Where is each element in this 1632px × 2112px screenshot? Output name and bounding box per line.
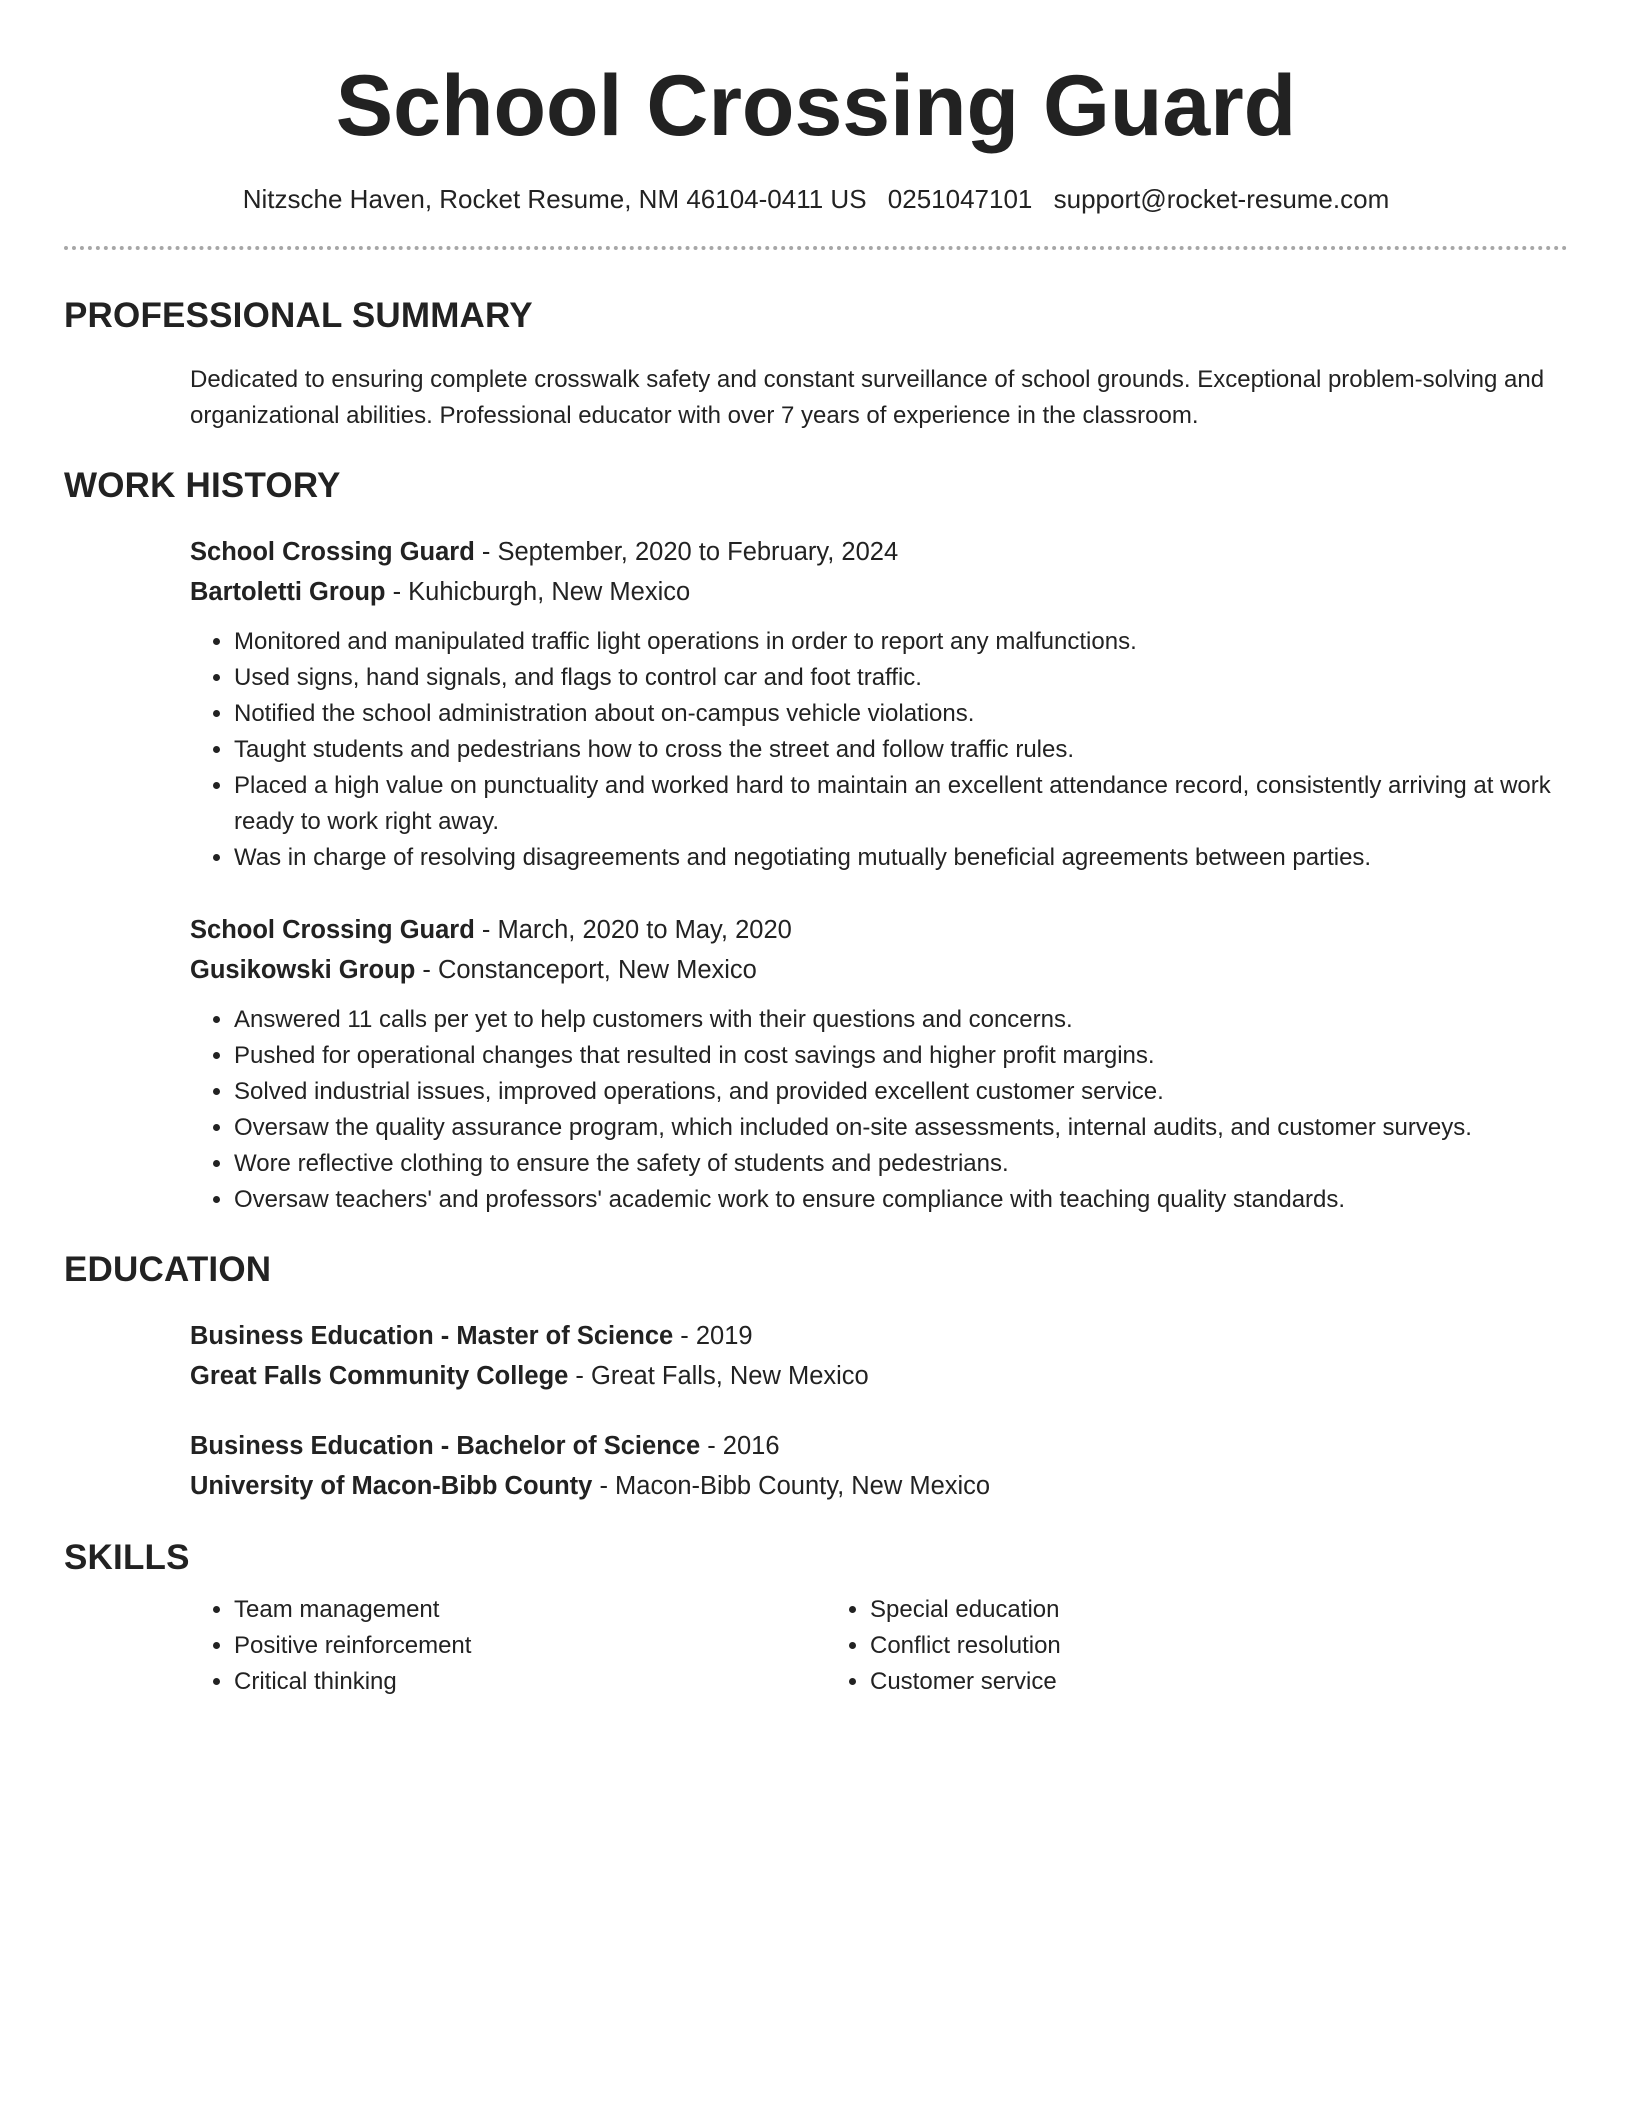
skill-item: • Positive reinforcement	[234, 1628, 826, 1664]
job-company-line	[190, 572, 1568, 612]
skill-item: • Conflict resolution	[870, 1628, 1462, 1664]
education-school: Great Falls Community College	[190, 1362, 569, 1390]
education-school: University of Macon-Bibb County	[190, 1472, 593, 1500]
job-duties	[190, 1002, 1568, 1218]
job-entry	[190, 910, 1568, 1218]
job-duty-item: • Used signs, hand signals, and flags to control car and foot traffic.	[234, 660, 1568, 696]
contact-phone: 0251047101	[887, 184, 1033, 214]
skill-item: • Team management	[234, 1592, 826, 1628]
education-body	[190, 1316, 1568, 1506]
education-degree-line	[190, 1316, 1568, 1356]
job-entry	[190, 532, 1568, 876]
summary-text: Dedicated to ensuring complete crosswalk safety and constant surveillance of school grounds. Exceptional problem-solving and organizational abilities. Professional educator with over 7 years of experience in the classroom.	[190, 366, 1545, 429]
job-title-line	[190, 910, 1568, 950]
job-duty-item: • Oversaw teachers' and professors' academic work to ensure compliance with teaching quality standards.	[234, 1182, 1568, 1218]
job-duty-item: • Monitored and manipulated traffic light operations in order to report any malfunctions.	[234, 624, 1568, 660]
summary-heading: PROFESSIONAL SUMMARY	[64, 296, 533, 335]
education-entry	[190, 1316, 1568, 1396]
job-duty-item: • Taught students and pedestrians how to cross the street and follow traffic rules.	[234, 732, 1568, 768]
contact-address: Nitzsche Haven, Rocket Resume, NM 46104-0411 US	[242, 184, 867, 214]
skills-column-left	[190, 1592, 826, 1700]
education-section	[64, 1248, 1568, 1506]
skills-body	[190, 1592, 1568, 1700]
skill-item: • Special education	[870, 1592, 1462, 1628]
job-title-line	[190, 532, 1568, 572]
education-degree-line	[190, 1426, 1568, 1466]
job-company-line	[190, 950, 1568, 990]
education-location: - Great Falls, New Mexico	[568, 1362, 869, 1390]
contact-line	[64, 182, 1568, 216]
education-year: - 2016	[700, 1432, 780, 1460]
education-school-line	[190, 1466, 1568, 1506]
skills-column-right	[826, 1592, 1462, 1700]
skills-section	[64, 1536, 1568, 1700]
job-duty-item: • Wore reflective clothing to ensure the safety of students and pedestrians.	[234, 1146, 1568, 1182]
job-title: School Crossing Guard	[190, 538, 475, 566]
job-location: - Constanceport, New Mexico	[415, 956, 757, 984]
education-location: - Macon-Bibb County, New Mexico	[592, 1472, 991, 1500]
job-duties	[190, 624, 1568, 876]
education-school-line	[190, 1356, 1568, 1396]
education-degree: Business Education - Master of Science	[190, 1322, 674, 1350]
job-company: Gusikowski Group	[190, 956, 416, 984]
job-duty-item: • Placed a high value on punctuality and worked hard to maintain an excellent attendance record, consistently arriving at work ready to work right away.	[234, 768, 1568, 840]
summary-body	[190, 362, 1568, 434]
skill-item: • Critical thinking	[234, 1664, 826, 1700]
work-history-body	[190, 532, 1568, 1218]
summary-section	[64, 294, 1568, 434]
skills-columns	[190, 1592, 1568, 1700]
education-heading: EDUCATION	[64, 1250, 272, 1289]
job-duty-item: • Notified the school administration about on-campus vehicle violations.	[234, 696, 1568, 732]
education-entry	[190, 1426, 1568, 1506]
education-degree: Business Education - Bachelor of Science	[190, 1432, 701, 1460]
header-divider	[64, 246, 1568, 250]
resume-title: School Crossing Guard	[335, 58, 1297, 154]
job-duty-item: • Oversaw the quality assurance program, which included on-site assessments, internal audits, and customer surveys.	[234, 1110, 1568, 1146]
job-company: Bartoletti Group	[190, 578, 386, 606]
job-duty-item: • Answered 11 calls per yet to help customers with their questions and concerns.	[234, 1002, 1568, 1038]
contact-email: support@rocket-resume.com	[1053, 184, 1390, 214]
job-duty-item: • Solved industrial issues, improved operations, and provided excellent customer service.	[234, 1074, 1568, 1110]
job-duty-item: • Was in charge of resolving disagreements and negotiating mutually beneficial agreements between parties.	[234, 840, 1568, 876]
skills-heading: SKILLS	[64, 1538, 190, 1577]
job-dates: - March, 2020 to May, 2020	[474, 916, 792, 944]
work-history-heading: WORK HISTORY	[64, 466, 341, 505]
job-location: - Kuhicburgh, New Mexico	[385, 578, 691, 606]
job-dates: - September, 2020 to February, 2024	[474, 538, 899, 566]
job-title: School Crossing Guard	[190, 916, 475, 944]
skill-item: • Customer service	[870, 1664, 1462, 1700]
work-history-section	[64, 464, 1568, 1218]
job-duty-item: • Pushed for operational changes that resulted in cost savings and higher profit margins.	[234, 1038, 1568, 1074]
education-year: - 2019	[673, 1322, 753, 1350]
